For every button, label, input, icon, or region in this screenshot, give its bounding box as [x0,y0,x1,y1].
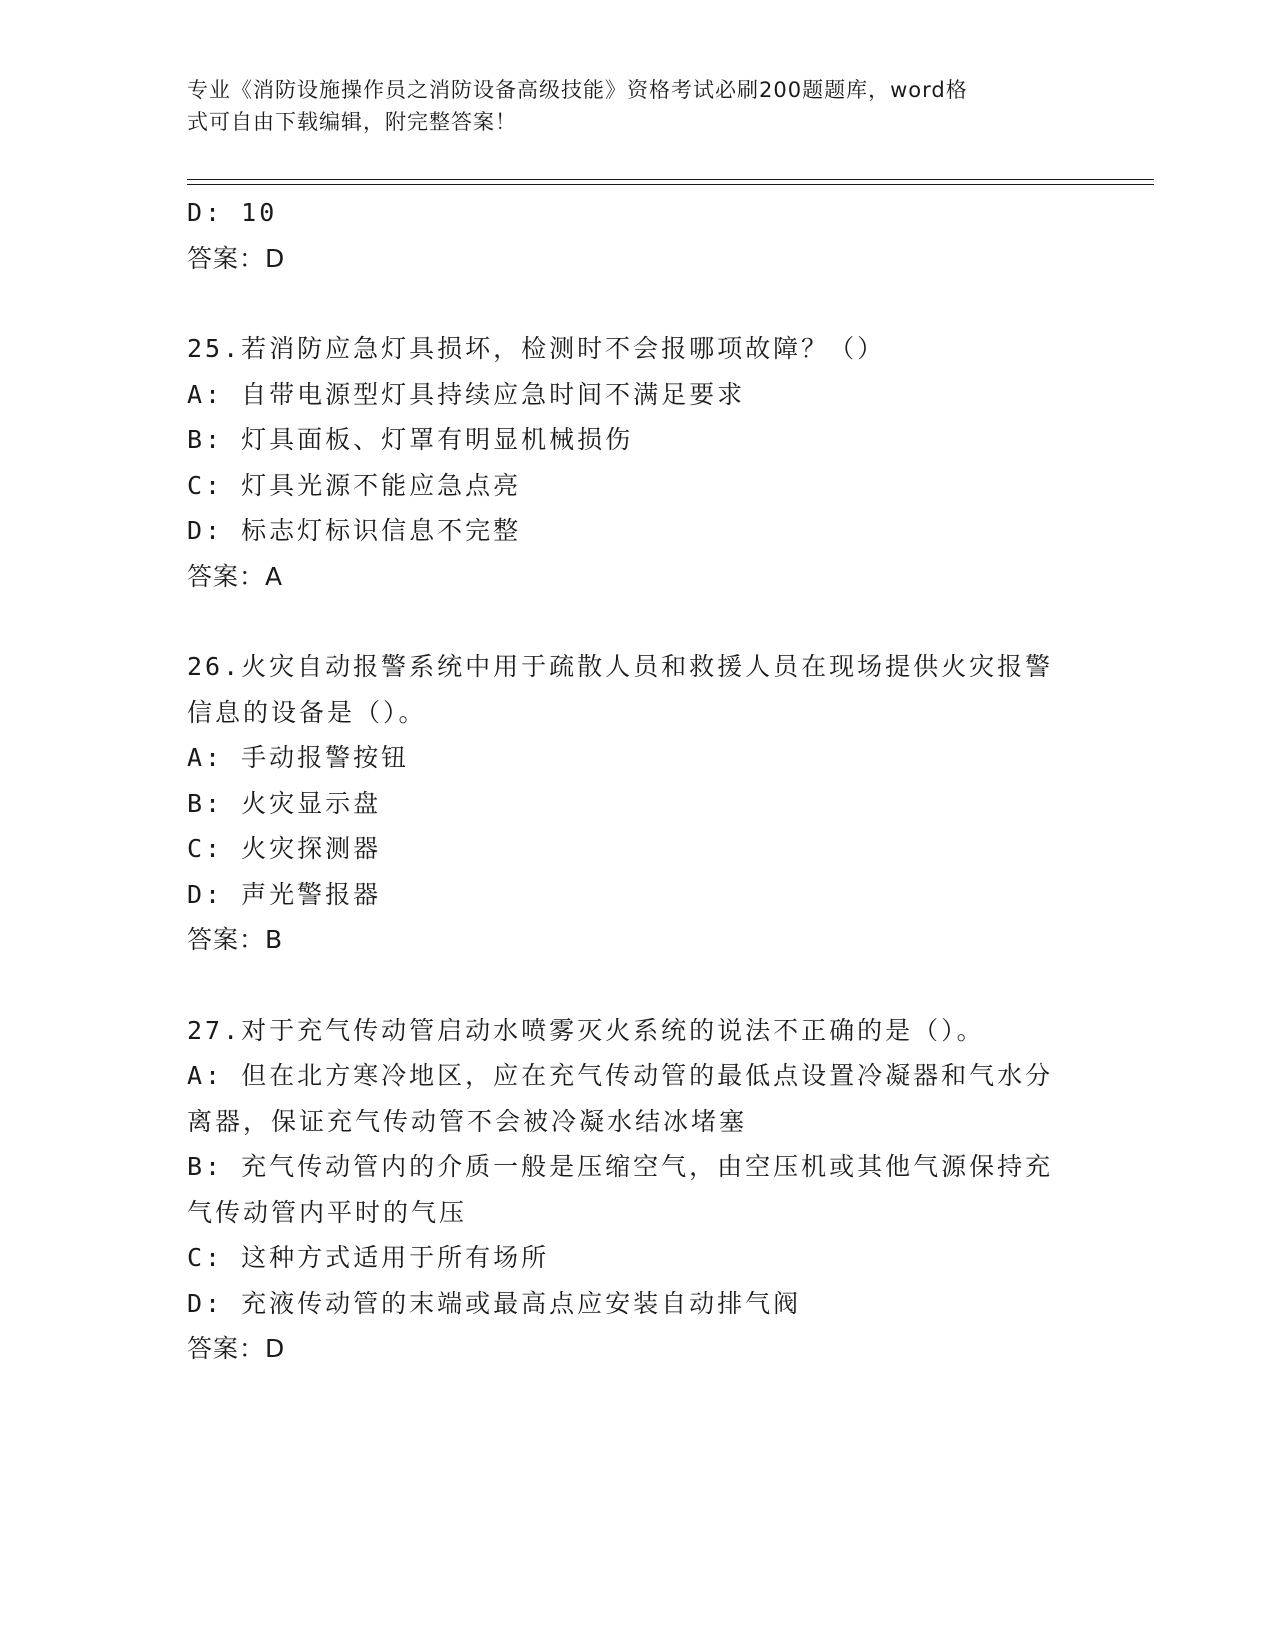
option-a: A: 自带电源型灯具持续应急时间不满足要求 [187,379,746,409]
option-c: C: 灯具光源不能应急点亮 [187,470,522,500]
question-stem: 26.火灾自动报警系统中用于疏散人员和救援人员在现场提供火灾报警 [187,652,1054,681]
option-b-continued: 气传动管内平时的气压 [187,1197,468,1227]
question-stem: 25.若消防应急灯具损坏，检测时不会报哪项故障？（） [187,334,886,363]
option-d: D: 标志灯标识信息不完整 [187,516,522,545]
previous-question-tail [187,190,1067,281]
answer-line: 答案：A [187,561,284,591]
option-c: C: 火灾探测器 [187,834,382,863]
header-divider-bottom [187,184,1154,185]
option-d: D: 10 [187,198,278,227]
option-a-continued: 离器，保证充气传动管不会被冷凝水结冰堵塞 [187,1106,748,1136]
question-stem-continued: 信息的设备是（）。 [187,697,427,727]
question-stem: 27.对于充气传动管启动水喷雾灭火系统的说法不正确的是（）。 [187,1015,985,1045]
question-27 [187,1008,1067,1372]
answer-line: 答案：B [187,925,284,954]
header-divider-top [187,179,1154,180]
option-c: C: 这种方式适用于所有场所 [187,1243,550,1272]
answer-line: 答案：D [187,243,286,273]
option-b: B: 火灾显示盘 [187,788,382,818]
question-26 [187,644,1067,963]
option-a: A: 但在北方寒冷地区，应在充气传动管的最低点设置冷凝器和气水分 [187,1061,1054,1090]
option-d: D: 充液传动管的末端或最高点应安装自动排气阀 [187,1288,802,1318]
document-header [187,74,1067,138]
answer-line: 答案：D [187,1334,286,1363]
option-d: D: 声光警报器 [187,879,382,909]
question-list [187,190,1067,1372]
question-25 [187,326,1067,599]
header-line-2: 式可自由下载编辑，附完整答案！ [187,110,517,134]
header-line-1: 专业《消防设施操作员之消防设备高级技能》资格考试必刷200题题库，word格 [187,78,968,102]
option-b: B: 灯具面板、灯罩有明显机械损伤 [187,425,634,454]
option-b: B: 充气传动管内的介质一般是压缩空气，由空压机或其他气源保持充 [187,1152,1054,1181]
option-a: A: 手动报警按钮 [187,743,410,772]
